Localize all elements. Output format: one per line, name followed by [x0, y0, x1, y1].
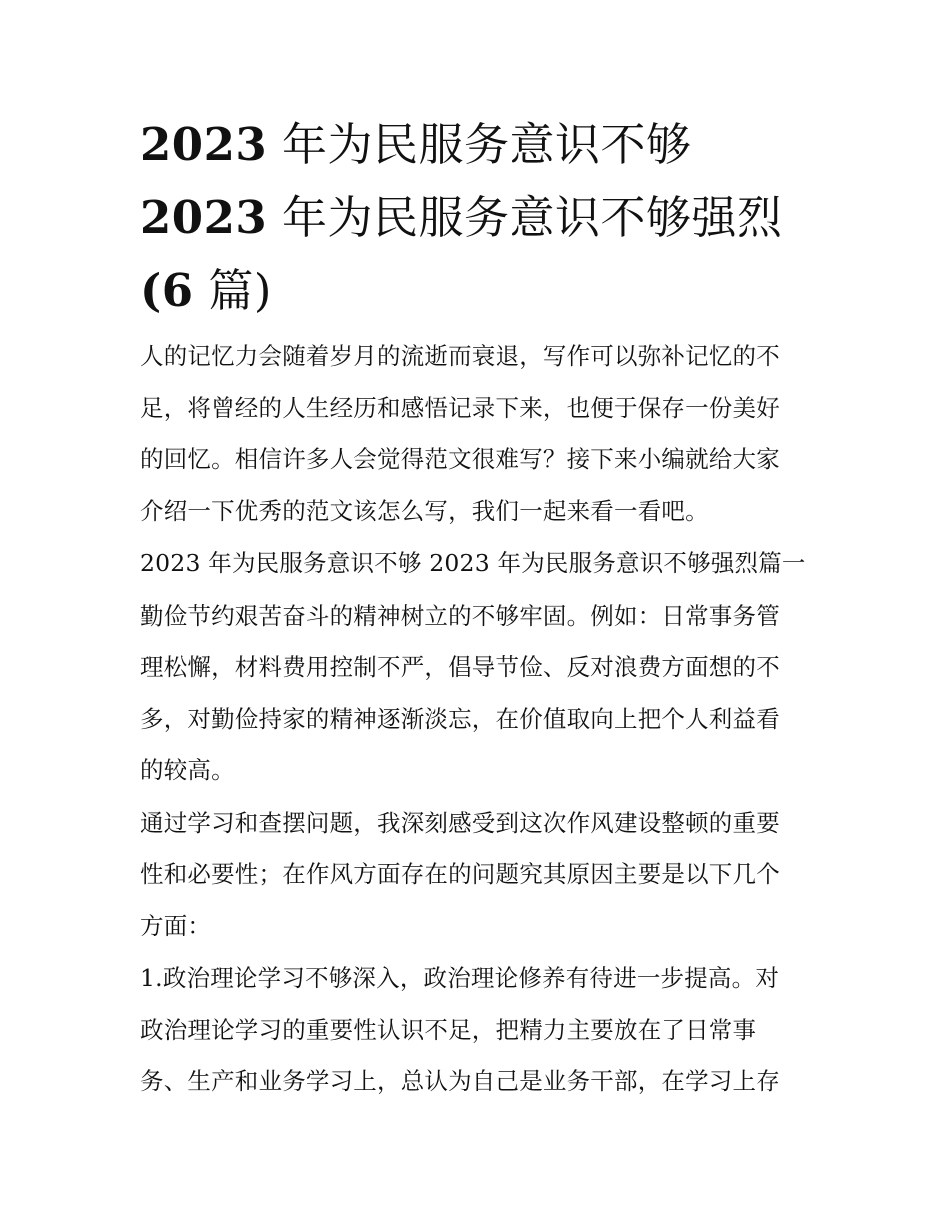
- text-line: 通过学习和查摆问题，我深刻感受到这次作风建设整顿的重要: [140, 808, 780, 837]
- text-line: 务、生产和业务学习上，总认为自己是业务干部，在学习上存: [140, 1067, 780, 1095]
- section-heading: [140, 538, 820, 590]
- title-line: 2023 年为民服务意识不够: [140, 118, 692, 171]
- text-line: 2023 年为民服务意识不够 2023 年为民服务意识不够强烈篇一: [140, 549, 806, 577]
- document-title: [140, 108, 820, 327]
- text-line: 的回忆。相信许多人会觉得范文很难写？接下来小编就给大家: [140, 445, 780, 473]
- list-item-paragraph: [140, 953, 820, 1108]
- text-line: 性和必要性；在作风方面存在的问题究其原因主要是以下几个: [140, 860, 780, 888]
- text-line: 1.政治理论学习不够深入，政治理论修养有待进一步提高。对: [140, 964, 780, 992]
- text-line: 多，对勤俭持家的精神逐渐淡忘，在价值取向上把个人利益看: [140, 704, 780, 733]
- text-line: 政治理论学习的重要性认识不足，把精力主要放在了日常事: [140, 1015, 757, 1044]
- text-line: 介绍一下优秀的范文该怎么写，我们一起来看一看吧。: [140, 496, 709, 525]
- text-line: 勤俭节约艰苦奋斗的精神树立的不够牢固。例如：日常事务管: [140, 601, 780, 630]
- text-line: 人的记忆力会随着岁月的流逝而衰退，写作可以弥补记忆的不: [140, 342, 780, 370]
- document-body: [140, 331, 820, 1108]
- text-line: 的较高。: [140, 756, 235, 784]
- body-paragraph: [140, 798, 820, 953]
- text-line: 方面：: [140, 911, 212, 940]
- intro-paragraph: [140, 331, 820, 537]
- title-line: 2023 年为民服务意识不够强烈: [140, 191, 783, 244]
- body-paragraph: [140, 591, 820, 797]
- text-line: 足，将曾经的人生经历和感悟记录下来，也便于保存一份美好: [140, 393, 780, 422]
- title-line: (6 篇): [140, 264, 272, 317]
- document-page: [140, 108, 820, 1109]
- text-line: 理松懈，材料费用控制不严，倡导节俭、反对浪费方面想的不: [140, 653, 780, 681]
